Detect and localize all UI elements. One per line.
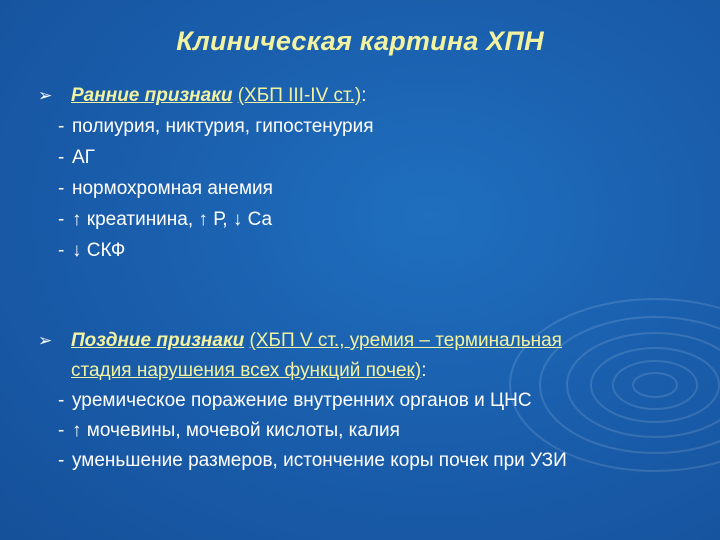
- late-signs-title: Поздние признаки: [71, 330, 245, 351]
- list-item: - ↑ креатинина, ↑ Р, ↓ Са: [58, 209, 273, 230]
- list-item: - полиурия, никтурия, гипостенурия: [58, 116, 374, 137]
- early-signs-section: [38, 80, 708, 266]
- early-signs-heading: [38, 80, 708, 111]
- arrow-bullet-icon: ➢: [38, 331, 53, 350]
- late-signs-colon: :: [421, 360, 427, 381]
- late-signs-stage-line2: стадия нарушения всех функций почек): [71, 360, 422, 381]
- late-signs-stage-line1: (ХБП V ст., уремия – терминальная: [249, 330, 562, 351]
- list-item: - АГ: [58, 147, 95, 168]
- list-item: - нормохромная анемия: [58, 178, 273, 199]
- arrow-bullet-icon: ➢: [38, 86, 53, 105]
- list-item: - ↑ мочевины, мочевой кислоты, калия: [58, 420, 400, 441]
- list-item: - уменьшение размеров, истончение коры почек при УЗИ: [58, 450, 567, 471]
- early-signs-colon: :: [361, 85, 367, 106]
- early-signs-stage: (ХБП III-IV ст.): [237, 85, 362, 106]
- late-signs-heading: [38, 326, 708, 386]
- slide-title: Клиническая картина ХПН: [176, 26, 544, 56]
- late-signs-section: [38, 326, 708, 476]
- early-signs-title: Ранние признаки: [71, 85, 233, 106]
- list-item: - уремическое поражение внутренних органов и ЦНС: [58, 390, 532, 411]
- list-item: - ↓ СКФ: [58, 240, 126, 261]
